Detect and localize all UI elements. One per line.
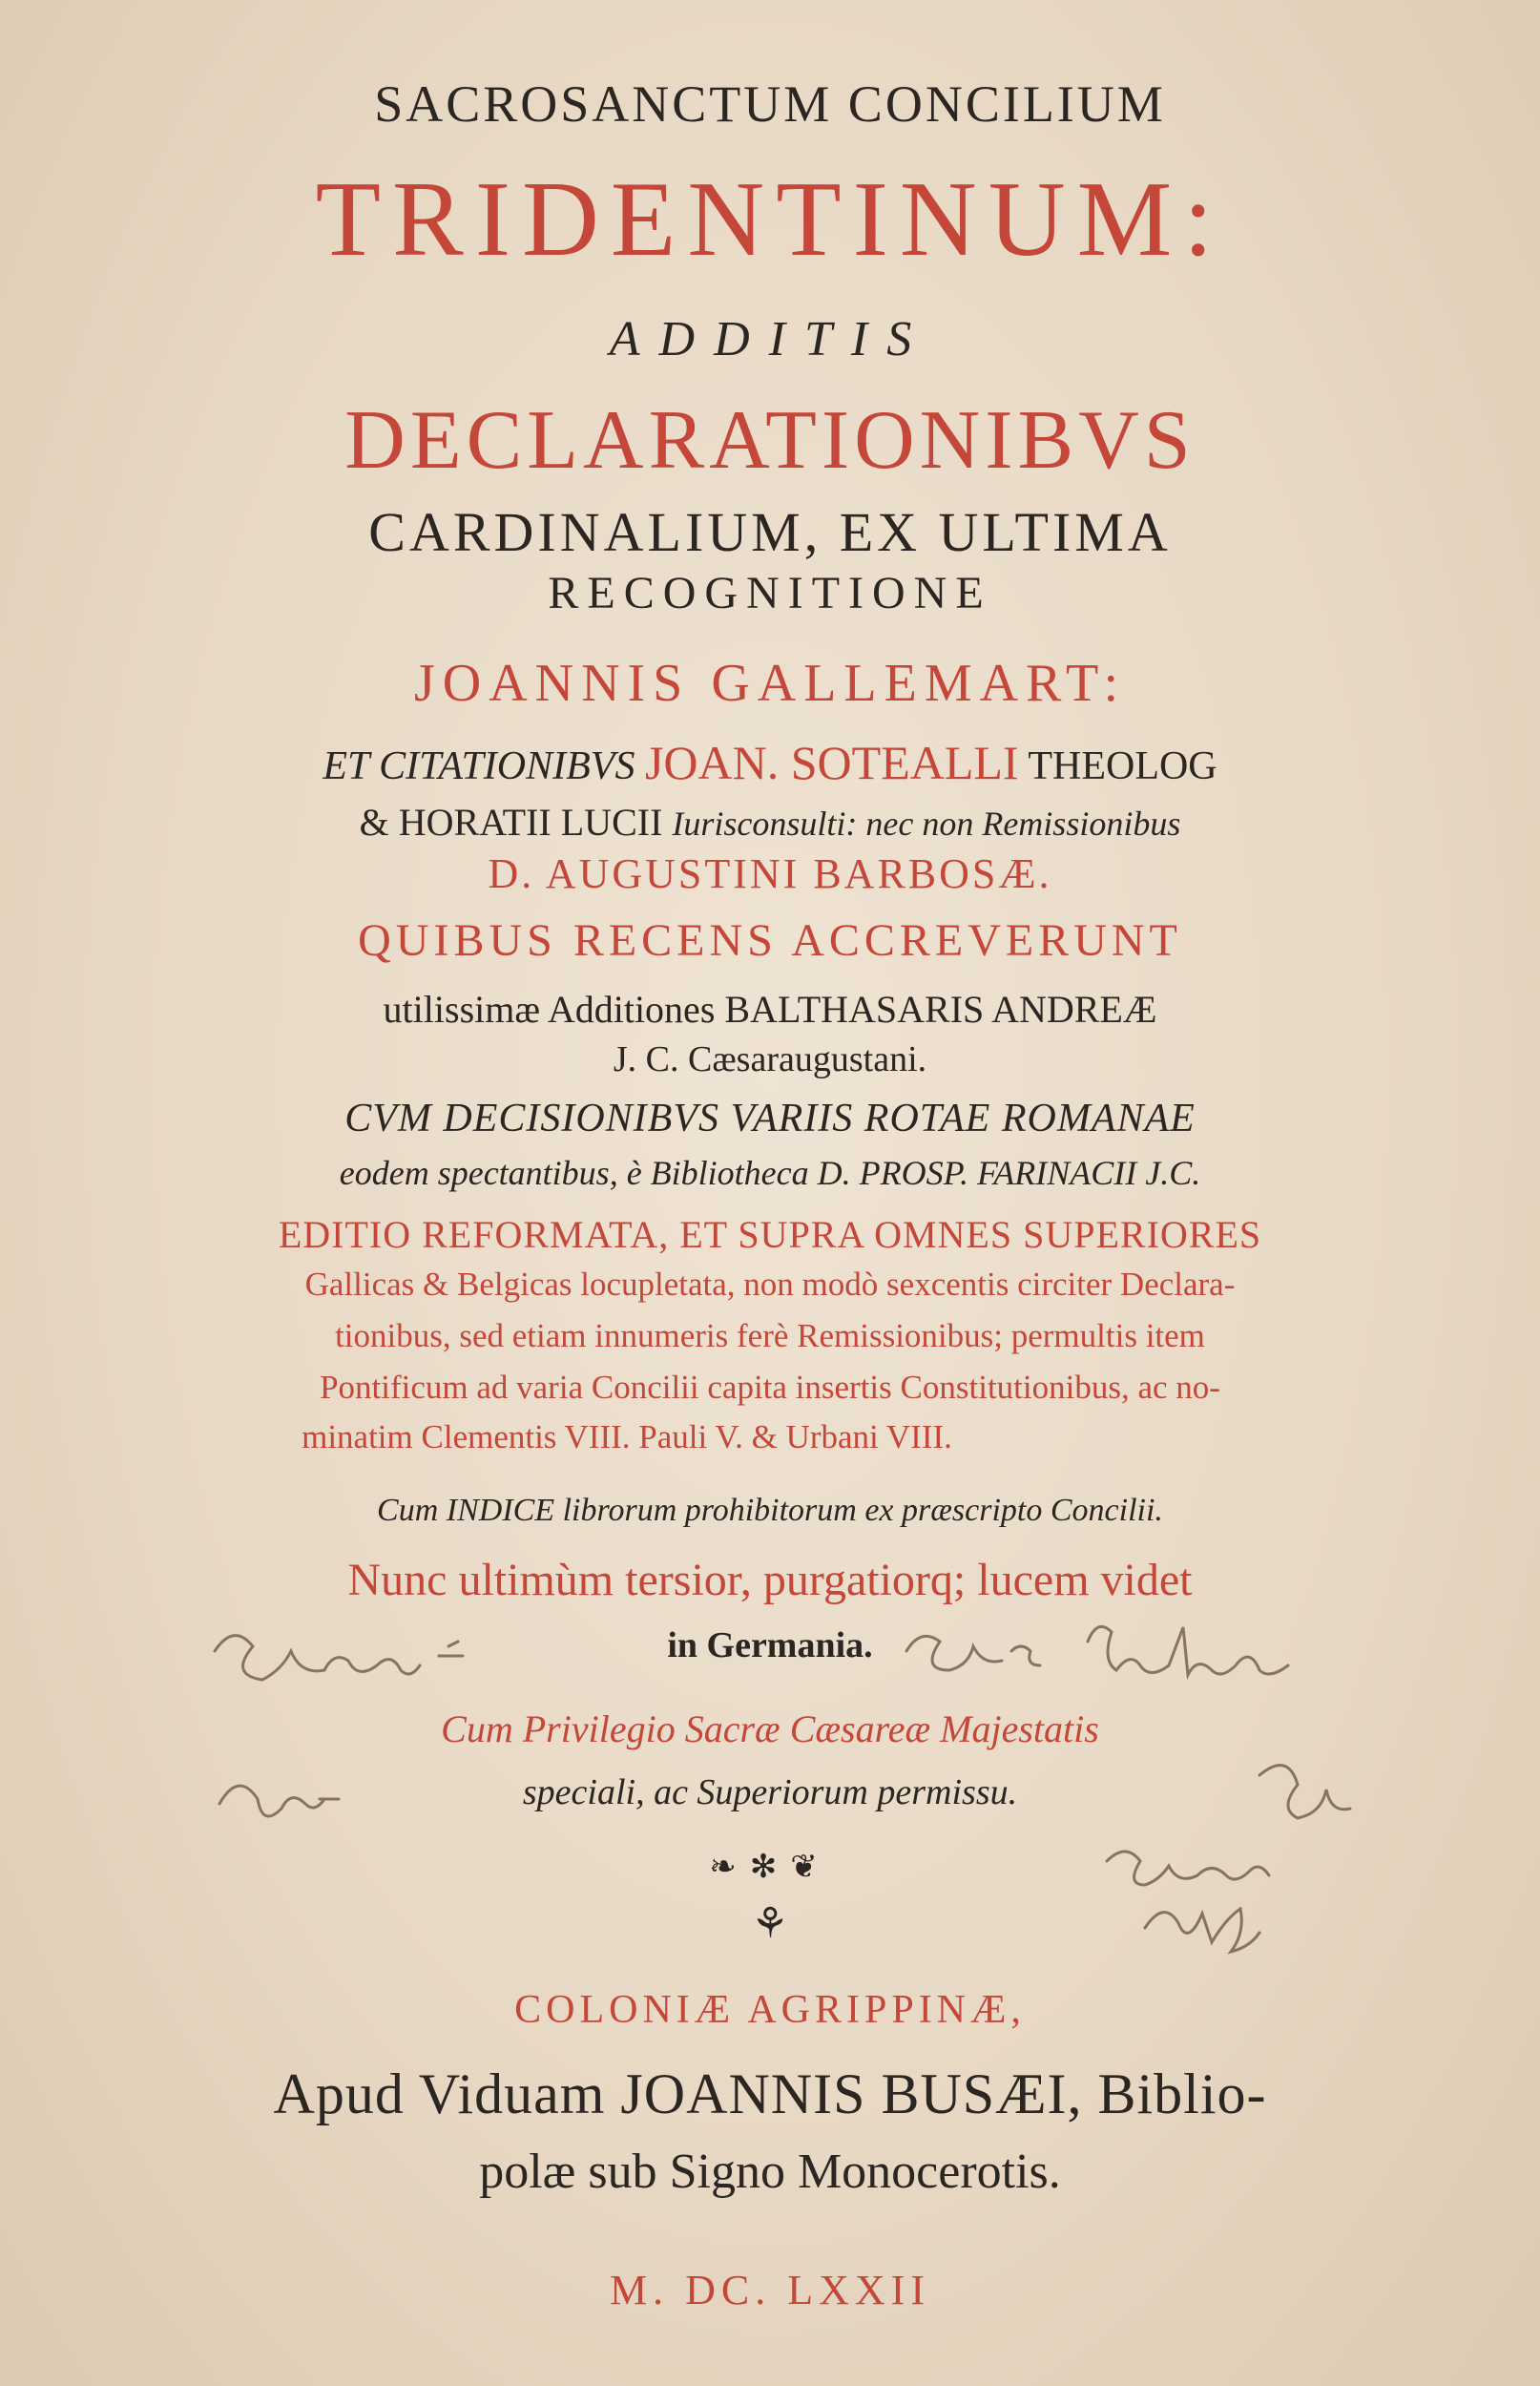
title-line-13: J. C. Cæsaraugustani. <box>613 1039 927 1079</box>
title-line-8-a: ET CITATIONIBVS <box>323 744 635 788</box>
title-line-8-c: THEOLOG <box>1028 744 1217 788</box>
title-line-1: SACROSANCTUM CONCILIUM <box>374 75 1166 133</box>
title-line-20: minatim Clementis VIII. Pauli V. & Urbani VIII. <box>302 1418 952 1455</box>
title-line-4: DECLARATIONIBVS <box>344 394 1196 487</box>
title-line-8-b: JOAN. SOTEALLI <box>644 736 1019 789</box>
title-line-24: Cum Privilegio Sacræ Cæsareæ Majestatis <box>441 1707 1099 1750</box>
title-line-6: RECOGNITIONE <box>548 568 992 618</box>
imprint-place: COLONIÆ AGRIPPINÆ, <box>514 1988 1026 2032</box>
imprint-date: M. DC. LXXII <box>610 2267 930 2313</box>
title-line-7: JOANNIS GALLEMART: <box>413 654 1127 713</box>
title-line-12: utilissimæ Additiones BALTHASARIS ANDREÆ <box>383 988 1157 1031</box>
title-line-11: QUIBUS RECENS ACCREVERUNT <box>358 915 1182 966</box>
imprint-line-2: polæ sub Signo Monocerotis. <box>479 2145 1061 2199</box>
title-line-22: Nunc ultimùm tersior, purgatiorq; lucem videt <box>347 1555 1193 1605</box>
title-line-15: eodem spectantibus, è Bibliotheca D. PROSP. FARINACII J.C. <box>339 1154 1201 1192</box>
title-line-3: ADDITIS <box>609 312 931 366</box>
title-line-14: CVM DECISIONIBVS VARIIS ROTAE ROMANAE <box>344 1097 1196 1141</box>
title-line-2: TRIDENTINUM: <box>315 160 1225 279</box>
ornament-top: ❧✻❦ <box>709 1850 831 1885</box>
title-line-9-a: & HORATII LUCII <box>359 801 663 844</box>
title-line-9 <box>0 800 1540 845</box>
title-line-25: speciali, ac Superiorum permissu. <box>522 1772 1018 1812</box>
title-line-8 <box>0 735 1540 790</box>
title-line-19: Pontificum ad varia Concilii capita insertis Constitutionibus, ac no- <box>320 1369 1220 1406</box>
imprint-line-1: Apud Viduam JOANNIS BUSÆI, Biblio- <box>273 2062 1267 2125</box>
title-line-18: tionibus, sed etiam innumeris ferè Remissionibus; permultis item <box>335 1317 1205 1354</box>
ornament-bottom: ⚘ <box>751 1900 789 1947</box>
title-line-21: Cum INDICE librorum prohibitorum ex præscripto Concilii. <box>377 1493 1163 1528</box>
title-line-17: Gallicas & Belgicas locupletata, non modò sexcentis circiter Declara- <box>304 1266 1236 1303</box>
title-line-10: D. AUGUSTINI BARBOSÆ. <box>488 850 1052 897</box>
title-line-23: in Germania. <box>667 1625 873 1665</box>
title-line-5: CARDINALIUM, EX ULTIMA <box>368 501 1172 563</box>
title-line-16: EDITIO REFORMATA, ET SUPRA OMNES SUPERIORES <box>278 1213 1262 1256</box>
title-line-9-b: Iurisconsulti: nec non Remissionibus <box>672 805 1181 843</box>
